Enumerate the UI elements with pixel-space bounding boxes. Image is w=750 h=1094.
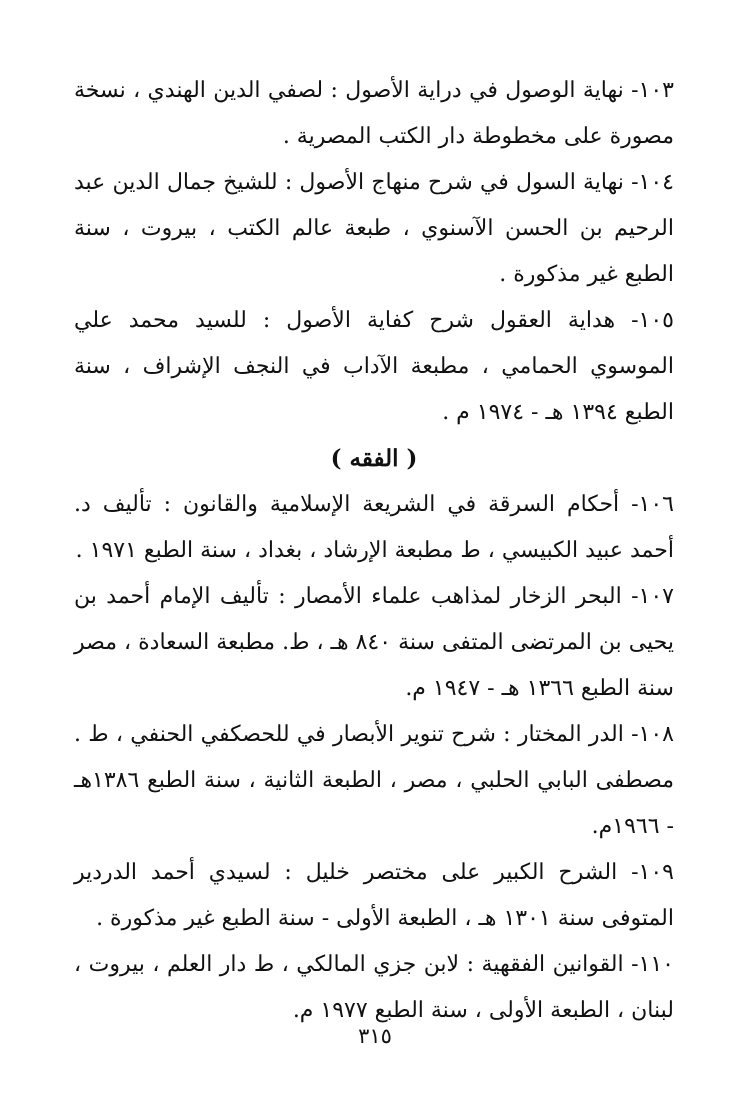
bibliography-entry-104: ١٠٤- نهاية السول في شرح منهاج الأصول : للشيخ جمال الدين عبد الرحيم بن الحسن الآسنوي ، طبعة عالم الكتب ، بيروت ، سنة الطبع غير مذكورة . xyxy=(74,170,674,287)
bibliography-entry-108: ١٠٨- الدر المختار : شرح تنوير الأبصار في للحصكفي الحنفي ، ط . مصطفى البابي الحلبي ، مصر ، الطبعة الثانية ، سنة الطبع ١٣٨٦هـ - ١٩٦٦م. xyxy=(74,722,674,839)
bibliography-page xyxy=(74,68,674,1034)
page-number: ٣١٥ xyxy=(358,1024,392,1048)
bibliography-entry-110: ١١٠- القوانين الفقهية : لابن جزي المالكي ، ط دار العلم ، بيروت ، لبنان ، الطبعة الأولى ، سنة الطبع ١٩٧٧ م. xyxy=(74,952,674,1023)
bibliography-entry-107: ١٠٧- البحر الزخار لمذاهب علماء الأمصار : تأليف الإمام أحمد بن يحيى بن المرتضى المتفى سنة ٨٤٠ هـ ، ط. مطبعة السعادة ، مصر سنة الطبع ١٣٦٦ هـ - ١٩٤٧ م. xyxy=(74,584,674,701)
bibliography-entry-103: ١٠٣- نهاية الوصول في دراية الأصول : لصفي الدين الهندي ، نسخة مصورة على مخطوطة دار الكتب المصرية . xyxy=(74,78,674,149)
bibliography-entry-105: ١٠٥- هداية العقول شرح كفاية الأصول : للسيد محمد علي الموسوي الحمامي ، مطبعة الآداب في النجف الإشراف ، سنة الطبع ١٣٩٤ هـ - ١٩٧٤ م . xyxy=(74,308,674,425)
section-heading-fiqh: ( الفقه ) xyxy=(330,445,418,472)
bibliography-entry-106: ١٠٦- أحكام السرقة في الشريعة الإسلامية والقانون : تأليف د. أحمد عبيد الكبيسي ، ط مطبعة الإرشاد ، بغداد ، سنة الطبع ١٩٧١ . xyxy=(74,492,674,563)
bibliography-entry-109: ١٠٩- الشرح الكبير على مختصر خليل : لسيدي أحمد الدردير المتوفى سنة ١٣٠١ هـ ، الطبعة الأولى - سنة الطبع غير مذكورة . xyxy=(74,860,674,931)
